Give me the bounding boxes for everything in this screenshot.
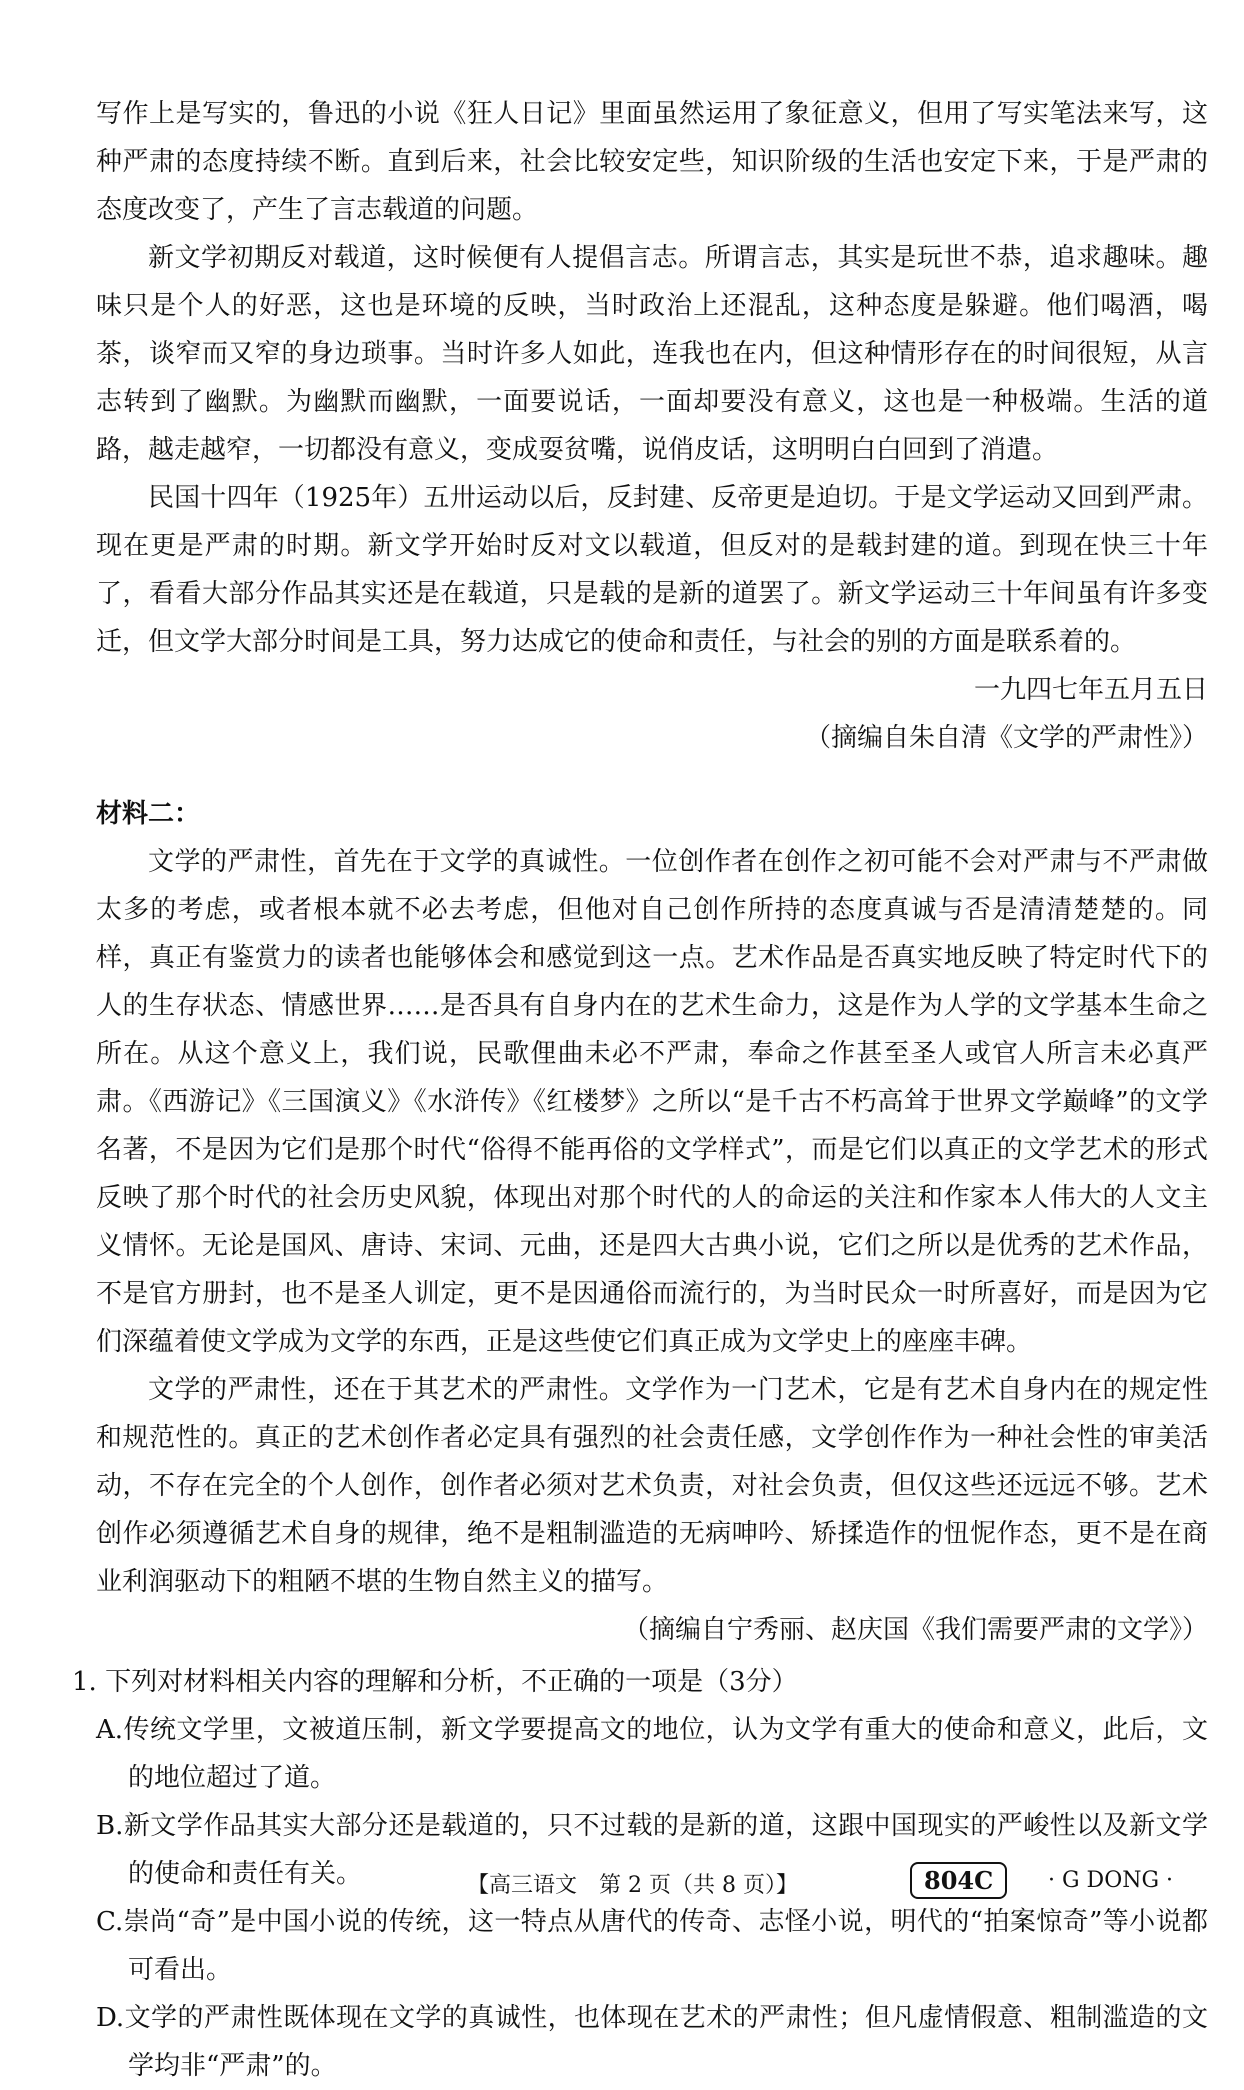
passage1-paragraph-2: 新文学初期反对载道，这时候便有人提倡言志。所谓言志，其实是玩世不恭，追求趣味。趣味只是个人的好恶，这也是环境的反映，当时政治上还混乱，这种态度是躲避。他们喝酒，喝茶，谈窄而又窄的身边琐事。当时许多人如此，连我也在内，但这种情形存在的时间很短，从言志转到了幽默。为幽默而幽默，一面要说话，一面却要没有意义，这也是一种极端。生活的道路，越走越窄，一切都没有意义，变成耍贫嘴，说俏皮话，这明明白白回到了消遣。 — [96, 243, 1208, 465]
passage2-paragraph-1: 文学的严肃性，首先在于文学的真诚性。一位创作者在创作之初可能不会对严肃与不严肃做太多的考虑，或者根本就不必去考虑，但他对自己创作所持的态度真诚与否是清清楚楚的。同样，真正有鉴赏力的读者也能够体会和感觉到这一点。艺术作品是否真实地反映了特定时代下的人的生存状态、情感世界……是否具有自身内在的艺术生命力，这是作为人学的文学基本生命之所在。从这个意义上，我们说，民歌俚曲未必不严肃，奉命之作甚至圣人或官人所言未必真严肃。《西游记》《三国演义》《水浒传》《红楼梦》之所以“是千古不朽高耸于世界文学巅峰”的文学名著，不是因为它们是那个时代“俗得不能再俗的文学样式”，而是它们以真正的文学艺术的形式反映了那个时代的社会历史风貌，体现出对那个时代的人的命运的关注和作家本人伟大的人文主义情怀。无论是国风、唐诗、宋词、元曲，还是四大古典小说，它们之所以是优秀的艺术作品，不是官方册封，也不是圣人训定，更不是因通俗而流行的，为当时民众一时所喜好，而是因为它们深蕴着使文学成为文学的东西，正是这些使它们真正成为文学史上的座座丰碑。 — [96, 847, 1208, 1357]
option-b-letter: B. — [96, 1811, 124, 1841]
option-d[interactable] — [96, 1994, 1208, 2090]
option-b-text: 新文学作品其实大部分还是载道的，只不过载的是新的道，这跟中国现实的严峻性以及新文学的使命和责任有关。 — [123, 1811, 1208, 1889]
option-c[interactable] — [96, 1898, 1208, 1994]
passage1-date: 一九四七年五月五日 — [973, 675, 1208, 705]
question-1-stem: 1. 下列对材料相关内容的理解和分析，不正确的一项是（3分） — [72, 1667, 798, 1697]
option-a-letter: A. — [96, 1715, 124, 1745]
page-footer — [0, 1862, 1244, 1902]
passage1-paragraph-1: 写作上是写实的，鲁迅的小说《狂人日记》里面虽然运用了象征意义，但用了写实笔法来写，这种严肃的态度持续不断。直到后来，社会比较安定些，知识阶级的生活也安定下来，于是严肃的态度改变了，产生了言志载道的问题。 — [96, 99, 1208, 225]
passage2-heading: 材料二： — [96, 799, 201, 829]
passage1-source: （摘编自朱自清《文学的严肃性》） — [804, 723, 1208, 753]
passage1-paragraph-3: 民国十四年（1925年）五卅运动以后，反封建、反帝更是迫切。于是文学运动又回到严肃。现在更是严肃的时期。新文学开始时反对文以载道，但反对的是载封建的道。到现在快三十年了，看看大部分作品其实还是在载道，只是载的是新的道罢了。新文学运动三十年间虽有许多变迁，但文学大部分时间是工具，努力达成它的使命和责任，与社会的别的方面是联系着的。 — [96, 483, 1208, 657]
option-a[interactable] — [96, 1706, 1208, 1802]
passage2-source: （摘编自宁秀丽、赵庆国《我们需要严肃的文学》） — [622, 1615, 1208, 1645]
option-d-letter: D. — [96, 2003, 125, 2033]
footer-page-info: 【高三语文 第 2 页（共 8 页）】 — [467, 1873, 798, 1898]
option-c-letter: C. — [96, 1907, 124, 1937]
footer-brand: · G DONG · — [1048, 1868, 1174, 1893]
option-a-text: 传统文学里，文被道压制，新文学要提高文的地位，认为文学有重大的使命和意义，此后，文的地位超过了道。 — [123, 1715, 1208, 1793]
footer-exam-code: 804C — [910, 1862, 1007, 1899]
option-d-text: 文学的严肃性既体现在文学的真诚性，也体现在艺术的严肃性；但凡虚情假意、粗制滥造的文学均非“严肃”的。 — [124, 2003, 1208, 2081]
passage2-paragraph-2: 文学的严肃性，还在于其艺术的严肃性。文学作为一门艺术，它是有艺术自身内在的规定性和规范性的。真正的艺术创作者必定具有强烈的社会责任感，文学创作作为一种社会性的审美活动，不存在完全的个人创作，创作者必须对艺术负责，对社会负责，但仅这些还远远不够。艺术创作必须遵循艺术自身的规律，绝不是粗制滥造的无病呻吟、矫揉造作的忸怩作态，更不是在商业利润驱动下的粗陋不堪的生物自然主义的描写。 — [96, 1375, 1208, 1597]
exam-page — [72, 90, 1208, 2090]
option-c-text: 崇尚“奇”是中国小说的传统，这一特点从唐代的传奇、志怪小说，明代的“拍案惊奇”等小说都可看出。 — [123, 1907, 1208, 1985]
